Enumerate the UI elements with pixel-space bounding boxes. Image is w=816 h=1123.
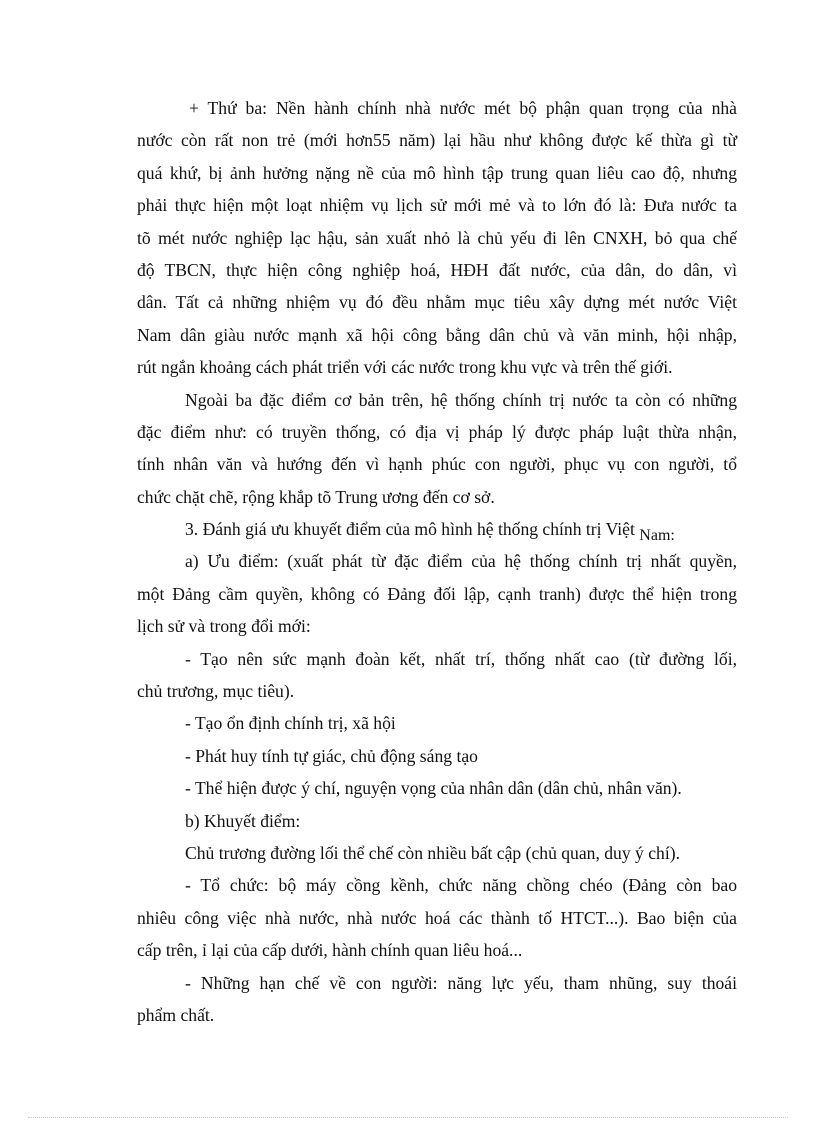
text-line: - Tổ chức: bộ máy cồng kềnh, chức năng chồng chéo (Đảng còn bao (185, 875, 737, 896)
text-line: chủ trương, mục tiêu). (137, 681, 295, 702)
text-line: - Những hạn chế về con người: năng lực yếu, tham nhũng, suy thoái (185, 972, 737, 993)
document-body (137, 92, 737, 1031)
text-line: Nam dân giàu nước mạnh xã hội công bằng dân chủ và văn minh, hội nhập, (137, 324, 737, 345)
text-line: độ TBCN, thực hiện công nghiệp hoá, HĐH đất nước, của dân, do dân, vì (137, 259, 737, 280)
text-line: phải thực hiện một loạt nhiệm vụ lịch sử mới mẻ và to lớn đó là: Đưa nước ta (137, 195, 737, 216)
text-line: cấp trên, ỉ lại của cấp dưới, hành chính quan liêu hoá... (137, 940, 523, 961)
text-line: dân. Tất cả những nhiệm vụ đó đều nhằm mục tiêu xây dựng mét nước Việt (137, 292, 737, 313)
text-line: nước còn rất non trẻ (mới hơn55 năm) lại hầu như không được kế thừa gì từ (137, 130, 737, 151)
text-line: - Tạo ổn định chính trị, xã hội (185, 713, 396, 734)
subheading-khuyet-diem (137, 805, 737, 837)
text-line: quá khứ, bị ảnh hưởng nặng nề của mô hình tập trung quan liêu cao độ, nhưng (137, 162, 737, 183)
list-item (137, 869, 737, 966)
text-line: chức chặt chẽ, rộng khắp tõ Trung ương đến cơ sở. (137, 486, 495, 507)
text-line: tính nhân văn và hướng đến vì hạnh phúc con người, phục vụ con người, tổ (137, 454, 737, 475)
list-item (137, 740, 737, 772)
text-line: a) Ưu điểm: (xuất phát từ đặc điểm của hệ thống chính trị nhất quyền, (185, 551, 737, 572)
paragraph-thu-ba (137, 92, 737, 384)
text-line: đặc điểm như: có truyền thống, có địa vị pháp lý được pháp luật thừa nhận, (137, 421, 737, 442)
text-line: - Phát huy tính tự giác, chủ động sáng tạo (185, 745, 478, 766)
list-item (137, 772, 737, 804)
text-line: Ngoài ba đặc điểm cơ bản trên, hệ thống chính trị nước ta còn có những (185, 389, 737, 410)
text-line: Chủ trương đường lối thể chế còn nhiều bất cập (chủ quan, duy ý chí). (185, 842, 680, 863)
heading-subscript-text: Nam: (639, 527, 675, 545)
text-line: lịch sử và trong đổi mới: (137, 616, 311, 637)
paragraph-uu-diem (137, 545, 737, 642)
heading-main-text: 3. Đánh giá ưu khuyết điểm của mô hình hệ thống chính trị Việt (185, 519, 640, 540)
paragraph-ngoai-ba-dac-diem (137, 384, 737, 514)
text-line: - Tạo nên sức mạnh đoàn kết, nhất trí, thống nhất cao (từ đường lối, (185, 648, 737, 669)
section-heading (137, 513, 737, 545)
text-line: một Đảng cầm quyền, không có Đảng đối lập, cạnh tranh) được thể hiện trong (137, 583, 737, 604)
list-item (137, 967, 737, 1032)
text-line: rút ngắn khoảng cách phát triển với các nước trong khu vực và trên thế giới. (137, 357, 673, 378)
list-item (137, 707, 737, 739)
text-line: tõ mét nước nghiệp lạc hậu, sản xuất nhỏ là chủ yếu đi lên CNXH, bỏ qua chế (137, 227, 737, 248)
paragraph-chu-truong (137, 837, 737, 869)
text-line: - Thể hiện được ý chí, nguyện vọng của nhân dân (dân chủ, nhân văn). (185, 778, 682, 799)
text-line: phẩm chất. (137, 1004, 215, 1025)
text-line: + Thứ ba: Nền hành chính nhà nước mét bộ phận quan trọng của nhà (189, 98, 737, 118)
text-line (137, 513, 737, 545)
page-bottom-divider (28, 1117, 788, 1118)
text-line: nhiêu công việc nhà nước, nhà nước hoá các thành tố HTCT...). Bao biện của (137, 907, 737, 928)
text-line: b) Khuyết điểm: (185, 810, 301, 831)
list-item (137, 643, 737, 708)
